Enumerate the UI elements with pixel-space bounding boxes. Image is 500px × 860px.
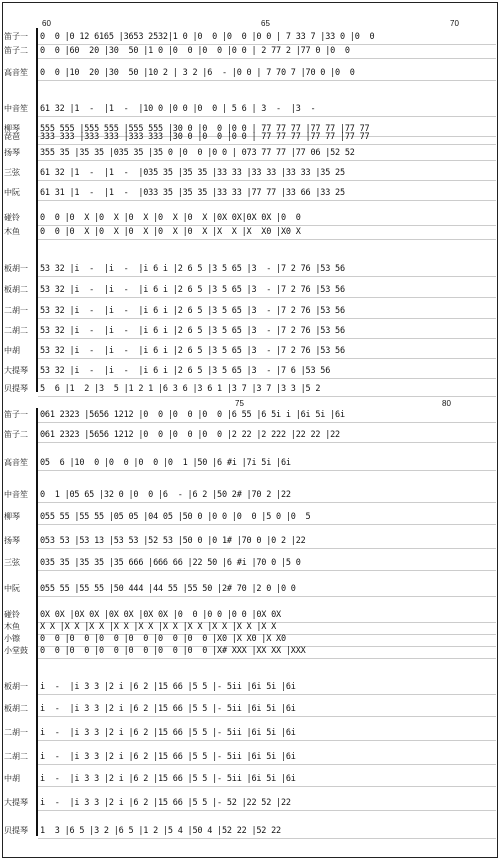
row-divider xyxy=(38,596,496,597)
row-divider xyxy=(38,338,496,339)
instrument-row xyxy=(2,168,498,182)
measure-number: 70 xyxy=(450,19,459,28)
row-divider xyxy=(38,786,496,787)
instrument-row xyxy=(2,366,498,380)
instrument-label: 中胡 xyxy=(4,346,20,355)
notation-line: 5 6 |1 2 |3 5 |1 2 1 |6 3 6 |3 6 1 |3 7 |3 7 |3 3 |5 2 xyxy=(40,384,321,394)
notation-line: i - |i 3 3 |2 i |6 2 |15 66 |5 5 |- 5ii |6i 5i |6i xyxy=(40,704,296,714)
instrument-row xyxy=(2,752,498,766)
row-divider xyxy=(38,442,496,443)
instrument-row xyxy=(2,285,498,299)
instrument-label: 木鱼 xyxy=(4,622,20,631)
row-divider xyxy=(38,502,496,503)
row-divider xyxy=(38,200,496,201)
row-divider xyxy=(38,694,496,695)
instrument-row xyxy=(2,558,498,572)
notation-line: 555 555 |555 555 |555 555 |30 0 |0 0 |0 0 | 77 77 77 |77 77 |77 77 xyxy=(40,124,370,134)
notation-line: 61 32 |1 - |1 - |10 0 |0 0 |0 0 | 5 6 | 3 - |3 - xyxy=(40,104,316,114)
notation-line: 053 53 |53 13 |53 53 |52 53 |50 0 |0 1# |70 0 |0 2 |22 xyxy=(40,536,306,546)
row-divider xyxy=(38,297,496,298)
instrument-row xyxy=(2,728,498,742)
instrument-row xyxy=(2,68,498,82)
instrument-label: 二胡二 xyxy=(4,326,28,335)
notation-line: 0 0 |0 12 6165 |3653 2532|1 0 |0 0 |0 0 |0 0 | 7 33 7 |33 0 |0 0 xyxy=(40,32,375,42)
notation-line: 061 2323 |5656 1212 |0 0 |0 0 |0 0 |6 55 |6 5i i |6i 5i |6i xyxy=(40,410,345,420)
row-divider xyxy=(38,716,496,717)
instrument-label: 中音笙 xyxy=(4,104,28,113)
instrument-label: 笛子二 xyxy=(4,430,28,439)
instrument-label: 中阮 xyxy=(4,188,20,197)
instrument-label: 柳琴 xyxy=(4,124,20,133)
row-divider xyxy=(38,116,496,117)
notation-line: 53 32 |i - |i - |i 6 i |2 6 5 |3 5 65 |3 - |7 2 76 |53 56 xyxy=(40,285,345,295)
instrument-label: 高音笙 xyxy=(4,458,28,467)
notation-line: 0 0 |0 0 |0 0 |0 0 |0 0 |0 0 |X# XXX |XX XX |XXX xyxy=(40,646,306,656)
notation-line: i - |i 3 3 |2 i |6 2 |15 66 |5 5 |- 52 |22 52 |22 xyxy=(40,798,291,808)
notation-line: 53 32 |i - |i - |i 6 i |2 6 5 |3 5 65 |3 - |7 2 76 |53 56 xyxy=(40,326,345,336)
instrument-row xyxy=(2,148,498,162)
instrument-label: 笛子一 xyxy=(4,410,28,419)
instrument-label: 柳琴 xyxy=(4,512,20,521)
instrument-row xyxy=(2,410,498,424)
instrument-row xyxy=(2,227,498,241)
instrument-label: 碰铃 xyxy=(4,610,20,619)
notation-line: i - |i 3 3 |2 i |6 2 |15 66 |5 5 |- 5ii |6i 5i |6i xyxy=(40,752,296,762)
notation-line: 0 0 |60 20 |30 50 |1 0 |0 0 |0 0 |0 0 | 2 77 2 |77 0 |0 0 xyxy=(40,46,350,56)
row-divider xyxy=(38,44,496,45)
instrument-row xyxy=(2,826,498,840)
instrument-label: 板胡二 xyxy=(4,285,28,294)
instrument-label: 二胡一 xyxy=(4,728,28,737)
row-divider xyxy=(38,378,496,379)
instrument-label: 高音笙 xyxy=(4,68,28,77)
notation-line: 0 0 |0 0 |0 0 |0 0 |0 0 |0 0 |X0 |X X0 |X X0 xyxy=(40,634,286,644)
instrument-label: 大提琴 xyxy=(4,366,28,375)
instrument-label: 小镲 xyxy=(4,634,20,643)
instrument-label: 扬琴 xyxy=(4,536,20,545)
instrument-label: 中音笙 xyxy=(4,490,28,499)
notation-line: 53 32 |i - |i - |i 6 i |2 6 5 |3 5 65 |3 - |7 6 |53 56 xyxy=(40,366,331,376)
instrument-label: 木鱼 xyxy=(4,227,20,236)
notation-line: 0 0 |0 X |0 X |0 X |0 X |0 X |0X 0X|0X 0X |0 0 xyxy=(40,213,301,223)
notation-line: X X |X X |X X |X X |X X |X X |X X |X X |X X |X X xyxy=(40,622,277,632)
row-divider xyxy=(38,58,496,59)
instrument-row xyxy=(2,430,498,444)
row-divider xyxy=(38,318,496,319)
row-divider xyxy=(38,764,496,765)
instrument-row xyxy=(2,682,498,696)
instrument-row xyxy=(2,512,498,526)
notation-line: 055 55 |55 55 |50 444 |44 55 |55 50 |2# 70 |2 0 |0 0 xyxy=(40,584,296,594)
score-system xyxy=(2,20,498,396)
instrument-row xyxy=(2,646,498,660)
instrument-label: 中阮 xyxy=(4,584,20,593)
notation-line: 05 6 |10 0 |0 0 |0 0 |0 1 |50 |6 #i |7i 5i |6i xyxy=(40,458,291,468)
row-divider xyxy=(38,239,496,240)
instrument-label: 扬琴 xyxy=(4,148,20,157)
row-divider xyxy=(38,80,496,81)
instrument-row xyxy=(2,798,498,812)
row-divider xyxy=(38,524,496,525)
row-divider xyxy=(38,180,496,181)
instrument-row xyxy=(2,264,498,278)
measure-number: 75 xyxy=(235,399,244,408)
instrument-row xyxy=(2,774,498,788)
notation-line: 333 333 |333 333 |333 333 |30 0 |0 0 |0 0 | 77 77 77 |77 77 |77 77 xyxy=(40,132,370,142)
notation-line: 53 32 |i - |i - |i 6 i |2 6 5 |3 5 65 |3 - |7 2 76 |53 56 xyxy=(40,306,345,316)
notation-line: 53 32 |i - |i - |i 6 i |2 6 5 |3 5 65 |3 - |7 2 76 |53 56 xyxy=(40,264,345,274)
notation-line: 53 32 |i - |i - |i 6 i |2 6 5 |3 5 65 |3 - |7 2 76 |53 56 xyxy=(40,346,345,356)
instrument-row xyxy=(2,704,498,718)
instrument-label: 三弦 xyxy=(4,558,20,567)
instrument-row xyxy=(2,188,498,202)
row-divider xyxy=(38,422,496,423)
notation-line: 61 32 |1 - |1 - |035 35 |35 35 |33 33 |33 33 |33 33 |35 25 xyxy=(40,168,345,178)
instrument-label: 贝提琴 xyxy=(4,384,28,393)
row-divider xyxy=(38,276,496,277)
instrument-label: 笛子一 xyxy=(4,32,28,41)
row-divider xyxy=(38,396,496,397)
row-divider xyxy=(38,740,496,741)
row-divider xyxy=(38,358,496,359)
instrument-row xyxy=(2,490,498,504)
instrument-label: 板胡一 xyxy=(4,682,28,691)
notation-line: 0 0 |10 20 |30 50 |10 2 | 3 2 |6 - |0 0 | 7 70 7 |70 0 |0 0 xyxy=(40,68,355,78)
row-divider xyxy=(38,810,496,811)
instrument-row xyxy=(2,46,498,60)
instrument-label: 二胡二 xyxy=(4,752,28,761)
instrument-row xyxy=(2,213,498,227)
measure-number: 65 xyxy=(261,19,270,28)
instrument-label: 贝提琴 xyxy=(4,826,28,835)
instrument-row xyxy=(2,458,498,472)
measure-number: 80 xyxy=(442,399,451,408)
notation-line: 055 55 |55 55 |05 05 |04 05 |50 0 |0 0 |0 0 |5 0 |0 5 xyxy=(40,512,311,522)
notation-line: 0 1 |05 65 |32 0 |0 0 |6 - |6 2 |50 2# |70 2 |22 xyxy=(40,490,291,500)
instrument-label: 板胡二 xyxy=(4,704,28,713)
row-divider xyxy=(38,225,496,226)
instrument-row xyxy=(2,584,498,598)
row-divider xyxy=(38,470,496,471)
row-divider xyxy=(38,160,496,161)
instrument-label: 中胡 xyxy=(4,774,20,783)
instrument-label: 笛子二 xyxy=(4,46,28,55)
notation-line: i - |i 3 3 |2 i |6 2 |15 66 |5 5 |- 5ii |6i 5i |6i xyxy=(40,774,296,784)
instrument-row xyxy=(2,384,498,398)
instrument-label: 琵琶 xyxy=(4,132,20,141)
instrument-label: 小堂鼓 xyxy=(4,646,28,655)
row-divider xyxy=(38,658,496,659)
notation-line: 0 0 |0 X |0 X |0 X |0 X |0 X |X X |X X0 |X0 X xyxy=(40,227,301,237)
instrument-label: 大提琴 xyxy=(4,798,28,807)
instrument-label: 二胡一 xyxy=(4,306,28,315)
instrument-label: 碰铃 xyxy=(4,213,20,222)
notation-line: 035 35 |35 35 |35 666 |666 66 |22 50 |6 #i |70 0 |5 0 xyxy=(40,558,301,568)
instrument-label: 板胡一 xyxy=(4,264,28,273)
row-divider xyxy=(38,570,496,571)
score-system xyxy=(2,400,498,840)
instrument-row xyxy=(2,306,498,320)
notation-line: 355 35 |35 35 |035 35 |35 0 |0 0 |0 0 | 073 77 77 |77 06 |52 52 xyxy=(40,148,355,158)
row-divider xyxy=(38,838,496,839)
instrument-row xyxy=(2,346,498,360)
notation-line: i - |i 3 3 |2 i |6 2 |15 66 |5 5 |- 5ii |6i 5i |6i xyxy=(40,682,296,692)
measure-number: 60 xyxy=(42,19,51,28)
notation-line: 1 3 |6 5 |3 2 |6 5 |1 2 |5 4 |50 4 |52 22 |52 22 xyxy=(40,826,281,836)
notation-line: 0X 0X |0X 0X |0X 0X |0X 0X |0 0 |0 0 |0 0 |0X 0X xyxy=(40,610,281,620)
notation-line: i - |i 3 3 |2 i |6 2 |15 66 |5 5 |- 5ii |6i 5i |6i xyxy=(40,728,296,738)
row-divider xyxy=(38,144,496,145)
instrument-row xyxy=(2,536,498,550)
instrument-row xyxy=(2,32,498,46)
instrument-row xyxy=(2,326,498,340)
instrument-row xyxy=(2,132,498,146)
instrument-label: 三弦 xyxy=(4,168,20,177)
instrument-row xyxy=(2,104,498,118)
row-divider xyxy=(38,548,496,549)
notation-line: 61 31 |1 - |1 - |033 35 |35 35 |33 33 |77 77 |33 66 |33 25 xyxy=(40,188,345,198)
notation-line: 061 2323 |5656 1212 |0 0 |0 0 |0 0 |2 22 |2 222 |22 22 |22 xyxy=(40,430,340,440)
